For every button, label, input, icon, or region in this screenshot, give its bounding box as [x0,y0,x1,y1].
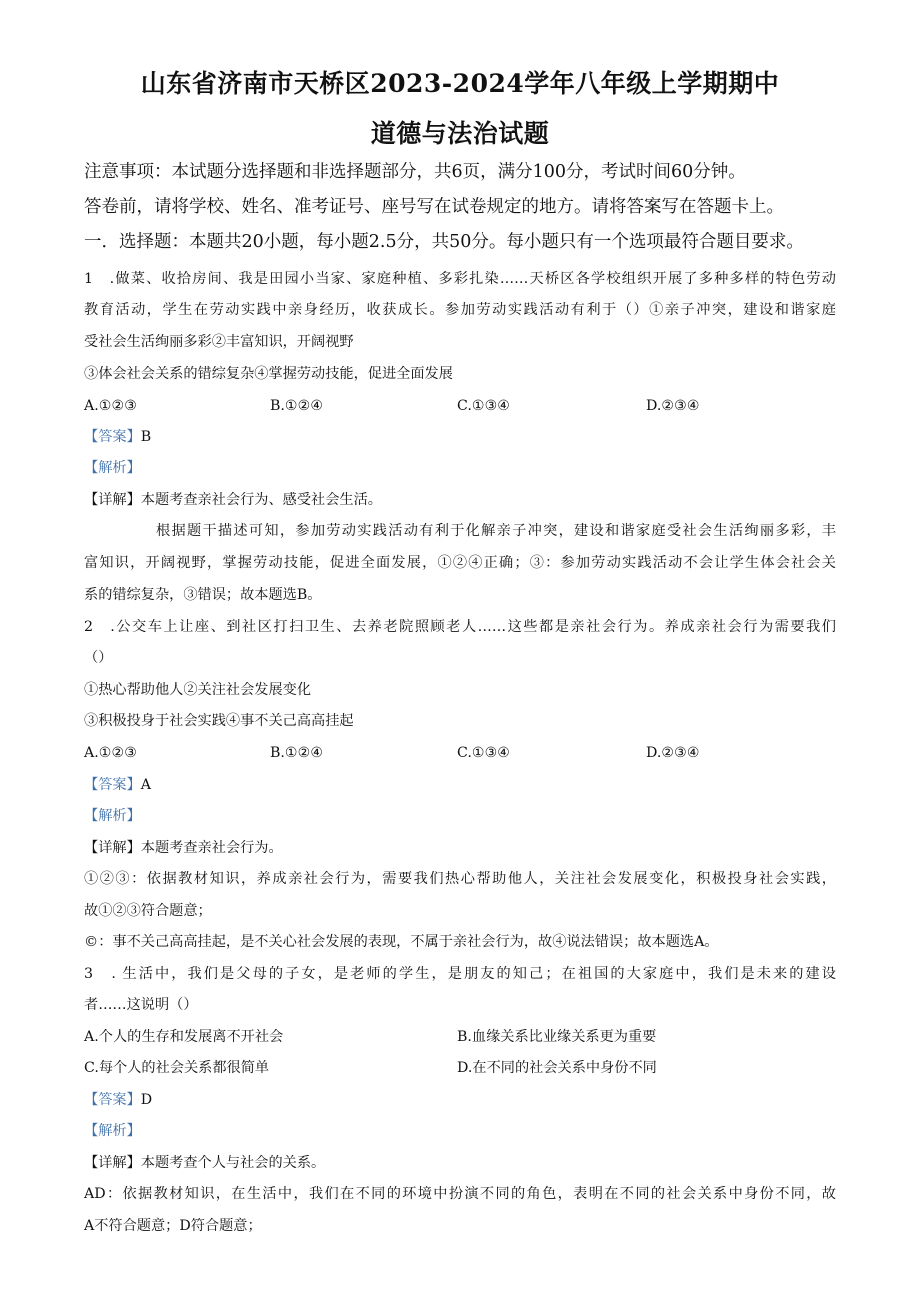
q2-option-d: D.②③④ [646,745,700,761]
q1-option-b: B.①②④ [270,398,324,414]
q2-answer-value: A [140,777,152,793]
q1-explanation-line3: 系的错综复杂，③错误；故本题选B。 [84,587,322,603]
q2-detail [84,838,836,858]
q2-explanation-line3: ©：事不关己高高挂起，是不关心社会发展的表现，不属于亲社会行为，故④说法错误；故本题选A。 [84,934,719,950]
q1-explanation-line1: 根据题干描述可知，参加劳动实践活动有利于化解亲子冲突，建设和谐家庭受社会生活绚丽多彩，丰 [156,523,836,539]
q3-detail-text: 本题考查个人与社会的关系。 [140,1155,326,1171]
q2-detail-text: 本题考查亲社会行为。 [140,840,283,856]
q2-option-a: A.①②③ [84,745,137,761]
q3-option-b: B.血缘关系比业缘关系更为重要 [457,1029,657,1045]
answer-label: 【答案】 [84,429,141,445]
q3-answer-value: D [140,1092,153,1108]
answer-label: 【答案】 [84,777,141,793]
q2-analysis [84,806,836,826]
q1-option-d: D.②③④ [646,398,700,414]
q3-analysis [84,1121,836,1141]
q2-stem-line2: （） [84,650,113,666]
q1-option-a: A.①②③ [84,398,137,414]
detail-label: 【详解】 [84,840,141,856]
q2-answer [84,775,836,795]
q3-option-a: A.个人的生存和发展离不开社会 [84,1029,284,1045]
q2-option-c: C.①③④ [457,745,511,761]
q2-explanation-line2: 故①②③符合题意； [84,903,212,919]
q3-option-c: C.每个人的社会关系都很简单 [84,1060,270,1076]
detail-label: 【详解】 [84,492,141,508]
analysis-label: 【解析】 [84,808,141,824]
q3-detail [84,1153,836,1173]
q3-option-d: D.在不同的社会关系中身份不同 [457,1060,657,1076]
q1-stem-line4: ③体会社会关系的错综复杂④掌握劳动技能，促进全面发展 [84,366,453,382]
q3-explanation-line2: A不符合题意；D符合题意； [84,1218,262,1234]
q2-stem-line1: 2 .公交车上让座、到社区打扫卫生、去养老院照顾老人……这些都是亲社会行为。养成亲社会行为需要我们 [84,619,836,635]
q2-explanation-line1: ①②③：依据教材知识，养成亲社会行为，需要我们热心帮助他人，关注社会发展变化，积极投身社会实践， [84,871,836,887]
q1-detail [84,490,836,510]
q1-explanation-line2: 富知识，开阔视野，掌握劳动技能，促进全面发展，①②④正确；③：参加劳动实践活动不会让学生体会社会关 [84,555,836,571]
q1-stem-line3: 受社会生活绚丽多彩②丰富知识，开阔视野 [84,334,354,350]
q1-analysis [84,458,836,478]
q1-stem-line2: 教育活动，学生在劳动实践中亲身经历，收获成长。参加劳动实践活动有利于（）①亲子冲突，建设和谐家庭 [84,302,836,318]
answer-label: 【答案】 [84,1092,141,1108]
q1-detail-text: 本题考查亲社会行为、感受社会生活。 [140,492,382,508]
notice-line2: 答卷前，请将学校、姓名、准考证号、座号写在试卷规定的地方。请将答案写在答题卡上。 [84,197,784,217]
q1-option-c: C.①③④ [457,398,511,414]
exam-title-line2: 道德与法治试题 [370,119,550,148]
q1-answer-value: B [140,429,152,445]
q3-stem-line2: 者……这说明（） [84,997,198,1013]
notice-line1: 注意事项：本试题分选择题和非选择题部分，共6页，满分100分，考试时间60分钟。 [84,162,746,182]
analysis-label: 【解析】 [84,1123,141,1139]
exam-title-line1: 山东省济南市天桥区2023-2024学年八年级上学期期中 [140,69,780,98]
q3-answer [84,1090,836,1110]
q2-option-b: B.①②④ [270,745,324,761]
analysis-label: 【解析】 [84,460,141,476]
q1-answer [84,427,836,447]
section-heading: 一．选择题：本题共20小题，每小题2.5分，共50分。每小题只有一个选项最符合题目要求。 [84,232,804,252]
q2-stem-line4: ③积极投身于社会实践④事不关己高高挂起 [84,713,354,729]
q2-stem-line3: ①热心帮助他人②关注社会发展变化 [84,682,312,698]
q3-explanation-line1: AD：依据教材知识，在生活中，我们在不同的环境中扮演不同的角色，表明在不同的社会关系中身份不同，故 [84,1186,836,1202]
detail-label: 【详解】 [84,1155,141,1171]
q1-stem-line1: 1 .做菜、收拾房间、我是田园小当家、家庭种植、多彩扎染……天桥区各学校组织开展了多种多样的特色劳动 [84,271,836,287]
q3-stem-line1: 3 . 生活中，我们是父母的子女，是老师的学生，是朋友的知己；在祖国的大家庭中，我们是未来的建设 [84,966,836,982]
